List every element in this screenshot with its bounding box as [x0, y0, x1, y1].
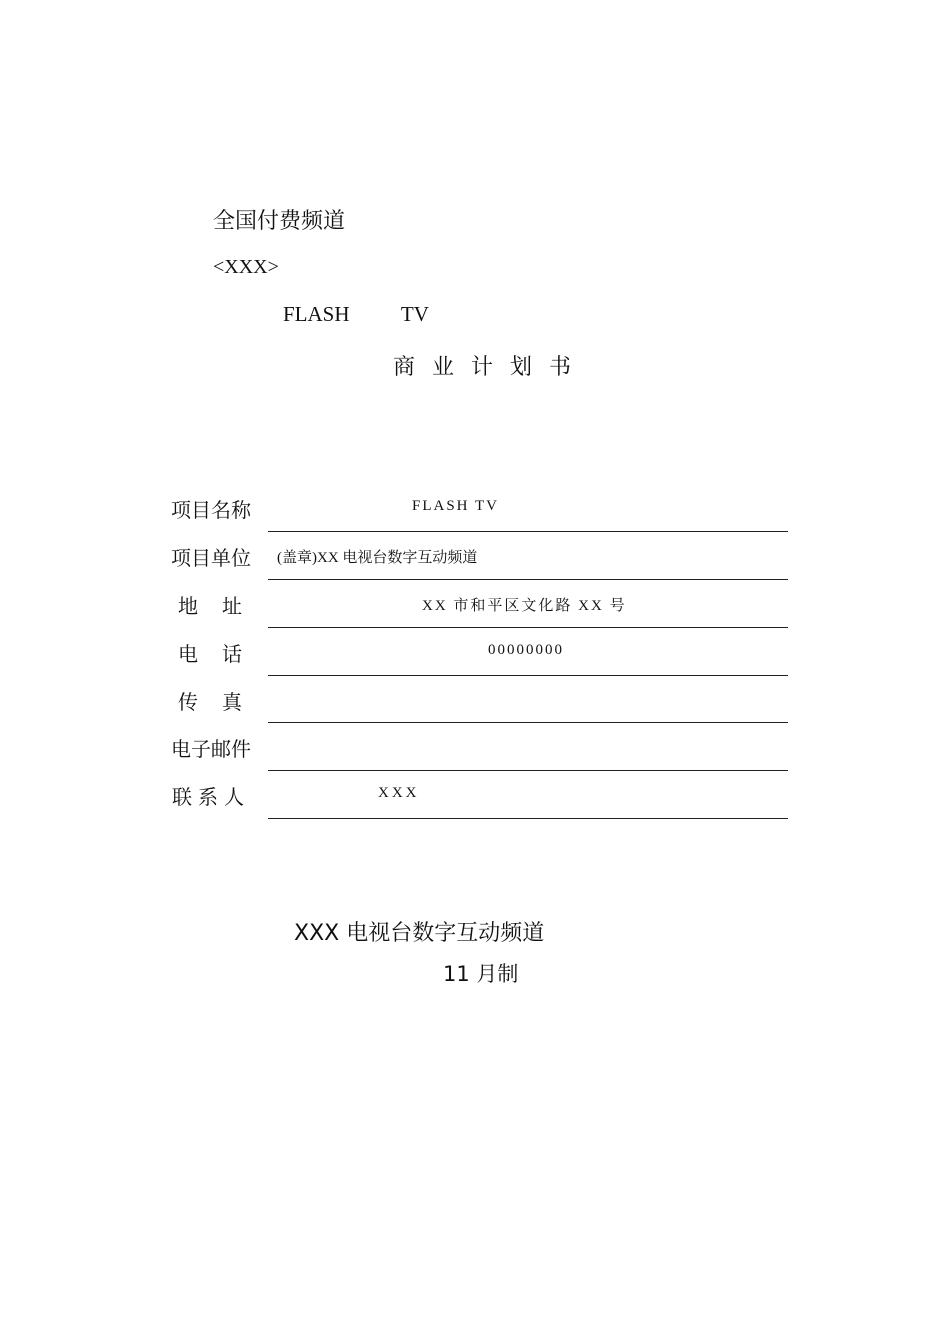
- fax-label: 传 真: [178, 692, 244, 714]
- phone-label: 电 话: [178, 644, 244, 666]
- form-underline: [268, 722, 788, 723]
- address-value: XX 市和平区文化路 XX 号: [422, 598, 627, 614]
- document-title: 商业计划书: [393, 355, 589, 380]
- channel-heading: 全国付费频道: [213, 209, 346, 234]
- issuing-organization: XXX 电视台数字互动频道: [294, 921, 545, 946]
- form-underline: [268, 531, 788, 532]
- contact-label: 联系人: [172, 787, 250, 809]
- address-label: 地 址: [178, 596, 244, 618]
- form-underline: [268, 627, 788, 628]
- email-label: 电子邮件: [171, 739, 251, 761]
- product-name-heading: FLASH TV: [283, 302, 429, 326]
- project-unit-value: (盖章)XX 电视台数字互动频道: [277, 550, 478, 566]
- contact-value: XXX: [378, 785, 420, 801]
- phone-value: 00000000: [488, 642, 564, 658]
- form-underline: [268, 818, 788, 819]
- channel-name-placeholder: <XXX>: [213, 256, 279, 278]
- project-name-label: 项目名称: [171, 500, 251, 522]
- form-underline: [268, 770, 788, 771]
- issue-date: 11 月制: [443, 962, 519, 986]
- form-underline: [268, 579, 788, 580]
- form-underline: [268, 675, 788, 676]
- project-name-value: FLASH TV: [412, 498, 499, 514]
- project-unit-label: 项目单位: [171, 548, 251, 570]
